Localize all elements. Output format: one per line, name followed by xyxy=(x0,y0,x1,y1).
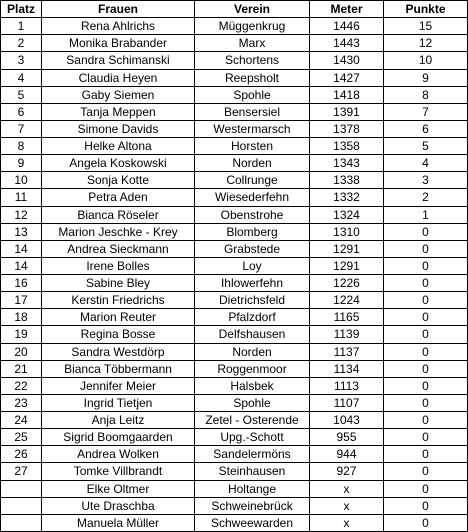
cell-verein: Zetel - Osterende xyxy=(195,412,310,429)
cell-meter: 1358 xyxy=(310,138,384,155)
cell-name: Sandra Westdörp xyxy=(42,343,195,360)
cell-name: Tanja Meppen xyxy=(42,103,195,120)
table-row xyxy=(1,103,468,120)
table-row xyxy=(1,275,468,292)
cell-meter: 1391 xyxy=(310,103,384,120)
cell-platz: 6 xyxy=(1,103,42,120)
cell-name: Jennifer Meier xyxy=(42,377,195,394)
cell-meter: 927 xyxy=(310,463,384,480)
cell-name: Petra Aden xyxy=(42,189,195,206)
table-row xyxy=(1,326,468,343)
header-meter: Meter xyxy=(310,1,384,18)
cell-platz: 14 xyxy=(1,257,42,274)
table-row xyxy=(1,377,468,394)
cell-platz: 21 xyxy=(1,360,42,377)
cell-platz: 5 xyxy=(1,86,42,103)
table-row xyxy=(1,394,468,411)
cell-verein: Ihlowerfehn xyxy=(195,275,310,292)
cell-meter: 1107 xyxy=(310,394,384,411)
table-row xyxy=(1,155,468,172)
cell-punkte: 0 xyxy=(384,223,468,240)
table-row xyxy=(1,480,468,497)
table-row xyxy=(1,463,468,480)
cell-verein: Horsten xyxy=(195,138,310,155)
cell-punkte: 4 xyxy=(384,155,468,172)
cell-punkte: 2 xyxy=(384,189,468,206)
cell-meter: 1226 xyxy=(310,275,384,292)
cell-punkte: 0 xyxy=(384,480,468,497)
cell-platz: 12 xyxy=(1,206,42,223)
cell-punkte: 0 xyxy=(384,240,468,257)
cell-meter: x xyxy=(310,514,384,531)
cell-punkte: 0 xyxy=(384,429,468,446)
cell-meter: 1165 xyxy=(310,309,384,326)
cell-punkte: 0 xyxy=(384,394,468,411)
cell-meter: 1291 xyxy=(310,240,384,257)
cell-verein: Marx xyxy=(195,35,310,52)
table-row xyxy=(1,52,468,69)
cell-name: Tomke Villbrandt xyxy=(42,463,195,480)
cell-name: Claudia Heyen xyxy=(42,69,195,86)
table-row xyxy=(1,429,468,446)
cell-verein: Spohle xyxy=(195,394,310,411)
cell-punkte: 9 xyxy=(384,69,468,86)
cell-name: Simone Davids xyxy=(42,120,195,137)
cell-punkte: 1 xyxy=(384,206,468,223)
cell-verein: Grabstede xyxy=(195,240,310,257)
cell-punkte: 0 xyxy=(384,377,468,394)
header-punkte: Punkte xyxy=(384,1,468,18)
cell-meter: 1418 xyxy=(310,86,384,103)
cell-name: Andrea Sieckmann xyxy=(42,240,195,257)
table-row xyxy=(1,138,468,155)
cell-verein: Collrunge xyxy=(195,172,310,189)
table-row xyxy=(1,69,468,86)
cell-punkte: 0 xyxy=(384,292,468,309)
table-row xyxy=(1,343,468,360)
cell-name: Monika Brabander xyxy=(42,35,195,52)
cell-name: Rena Ahlrichs xyxy=(42,18,195,35)
header-frauen: Frauen xyxy=(42,1,195,18)
cell-meter: 1224 xyxy=(310,292,384,309)
cell-punkte: 0 xyxy=(384,343,468,360)
cell-meter: x xyxy=(310,497,384,514)
cell-meter: 1310 xyxy=(310,223,384,240)
cell-platz xyxy=(1,480,42,497)
cell-platz: 26 xyxy=(1,446,42,463)
cell-platz: 17 xyxy=(1,292,42,309)
cell-meter: 1291 xyxy=(310,257,384,274)
table-row xyxy=(1,35,468,52)
cell-verein: Bensersiel xyxy=(195,103,310,120)
cell-punkte: 0 xyxy=(384,326,468,343)
cell-verein: Wiesederfehn xyxy=(195,189,310,206)
cell-punkte: 0 xyxy=(384,275,468,292)
table-row xyxy=(1,412,468,429)
header-platz: Platz xyxy=(1,1,42,18)
cell-name: Bianca Többermann xyxy=(42,360,195,377)
cell-name: Elke Oltmer xyxy=(42,480,195,497)
table-row xyxy=(1,86,468,103)
cell-meter: 1446 xyxy=(310,18,384,35)
cell-platz: 10 xyxy=(1,172,42,189)
cell-punkte: 0 xyxy=(384,497,468,514)
cell-platz: 27 xyxy=(1,463,42,480)
cell-verein: Dietrichsfeld xyxy=(195,292,310,309)
cell-name: Ingrid Tietjen xyxy=(42,394,195,411)
cell-meter: 955 xyxy=(310,429,384,446)
cell-punkte: 10 xyxy=(384,52,468,69)
cell-verein: Spohle xyxy=(195,86,310,103)
cell-verein: Schortens xyxy=(195,52,310,69)
cell-punkte: 0 xyxy=(384,412,468,429)
table-row xyxy=(1,189,468,206)
cell-meter: 1139 xyxy=(310,326,384,343)
cell-name: Marion Reuter xyxy=(42,309,195,326)
cell-platz: 25 xyxy=(1,429,42,446)
cell-meter: 1378 xyxy=(310,120,384,137)
cell-meter: 1113 xyxy=(310,377,384,394)
table-row xyxy=(1,309,468,326)
cell-verein: Schweinebrück xyxy=(195,497,310,514)
cell-name: Sonja Kotte xyxy=(42,172,195,189)
cell-name: Marion Jeschke - Krey xyxy=(42,223,195,240)
cell-verein: Loy xyxy=(195,257,310,274)
cell-punkte: 3 xyxy=(384,172,468,189)
cell-name: Angela Koskowski xyxy=(42,155,195,172)
cell-meter: 1137 xyxy=(310,343,384,360)
cell-platz: 11 xyxy=(1,189,42,206)
cell-name: Sabine Bley xyxy=(42,275,195,292)
cell-meter: 1443 xyxy=(310,35,384,52)
cell-punkte: 6 xyxy=(384,120,468,137)
cell-meter: 1430 xyxy=(310,52,384,69)
table-row xyxy=(1,172,468,189)
cell-verein: Delfshausen xyxy=(195,326,310,343)
cell-name: Anja Leitz xyxy=(42,412,195,429)
cell-platz: 19 xyxy=(1,326,42,343)
cell-name: Manuela Müller xyxy=(42,514,195,531)
table-row xyxy=(1,514,468,531)
cell-verein: Upg.-Schott xyxy=(195,429,310,446)
table-row xyxy=(1,240,468,257)
cell-verein: Obenstrohe xyxy=(195,206,310,223)
cell-verein: Blomberg xyxy=(195,223,310,240)
cell-punkte: 0 xyxy=(384,514,468,531)
cell-platz: 7 xyxy=(1,120,42,137)
cell-meter: 1427 xyxy=(310,69,384,86)
table-row xyxy=(1,497,468,514)
cell-name: Irene Bolles xyxy=(42,257,195,274)
cell-platz: 14 xyxy=(1,240,42,257)
cell-punkte: 0 xyxy=(384,446,468,463)
cell-verein: Halsbek xyxy=(195,377,310,394)
cell-name: Sigrid Boomgaarden xyxy=(42,429,195,446)
cell-verein: Westermarsch xyxy=(195,120,310,137)
cell-name: Kerstin Friedrichs xyxy=(42,292,195,309)
cell-punkte: 12 xyxy=(384,35,468,52)
cell-punkte: 7 xyxy=(384,103,468,120)
cell-platz: 16 xyxy=(1,275,42,292)
cell-meter: 1332 xyxy=(310,189,384,206)
table-row xyxy=(1,223,468,240)
cell-name: Ute Draschba xyxy=(42,497,195,514)
cell-name: Regina Bosse xyxy=(42,326,195,343)
cell-punkte: 0 xyxy=(384,257,468,274)
cell-platz: 24 xyxy=(1,412,42,429)
cell-verein: Holtange xyxy=(195,480,310,497)
cell-platz: 2 xyxy=(1,35,42,52)
table-row xyxy=(1,18,468,35)
cell-punkte: 0 xyxy=(384,360,468,377)
cell-meter: 1134 xyxy=(310,360,384,377)
cell-verein: Reepsholt xyxy=(195,69,310,86)
cell-name: Sandra Schimanski xyxy=(42,52,195,69)
cell-meter: 1343 xyxy=(310,155,384,172)
cell-platz xyxy=(1,514,42,531)
cell-punkte: 5 xyxy=(384,138,468,155)
cell-verein: Pfalzdorf xyxy=(195,309,310,326)
cell-platz: 3 xyxy=(1,52,42,69)
header-verein: Verein xyxy=(195,1,310,18)
table-row xyxy=(1,120,468,137)
cell-meter: 1043 xyxy=(310,412,384,429)
cell-name: Helke Altona xyxy=(42,138,195,155)
cell-platz: 18 xyxy=(1,309,42,326)
cell-punkte: 15 xyxy=(384,18,468,35)
cell-platz: 22 xyxy=(1,377,42,394)
cell-platz: 9 xyxy=(1,155,42,172)
cell-platz xyxy=(1,497,42,514)
cell-platz: 1 xyxy=(1,18,42,35)
table-row xyxy=(1,360,468,377)
cell-platz: 23 xyxy=(1,394,42,411)
cell-verein: Norden xyxy=(195,155,310,172)
cell-name: Andrea Wolken xyxy=(42,446,195,463)
cell-verein: Roggenmoor xyxy=(195,360,310,377)
cell-meter: 1324 xyxy=(310,206,384,223)
table-body xyxy=(1,18,468,532)
cell-verein: Sandelermöns xyxy=(195,446,310,463)
cell-punkte: 0 xyxy=(384,309,468,326)
cell-meter: x xyxy=(310,480,384,497)
cell-platz: 20 xyxy=(1,343,42,360)
header-row xyxy=(1,1,468,18)
cell-platz: 13 xyxy=(1,223,42,240)
cell-verein: Schweewarden xyxy=(195,514,310,531)
cell-verein: Steinhausen xyxy=(195,463,310,480)
cell-punkte: 8 xyxy=(384,86,468,103)
cell-name: Gaby Siemen xyxy=(42,86,195,103)
table-row xyxy=(1,206,468,223)
cell-platz: 4 xyxy=(1,69,42,86)
cell-platz: 8 xyxy=(1,138,42,155)
cell-verein: Müggenkrug xyxy=(195,18,310,35)
cell-punkte: 0 xyxy=(384,463,468,480)
table-row xyxy=(1,292,468,309)
table-row xyxy=(1,257,468,274)
cell-name: Bianca Röseler xyxy=(42,206,195,223)
cell-meter: 944 xyxy=(310,446,384,463)
cell-verein: Norden xyxy=(195,343,310,360)
cell-meter: 1338 xyxy=(310,172,384,189)
table-row xyxy=(1,446,468,463)
